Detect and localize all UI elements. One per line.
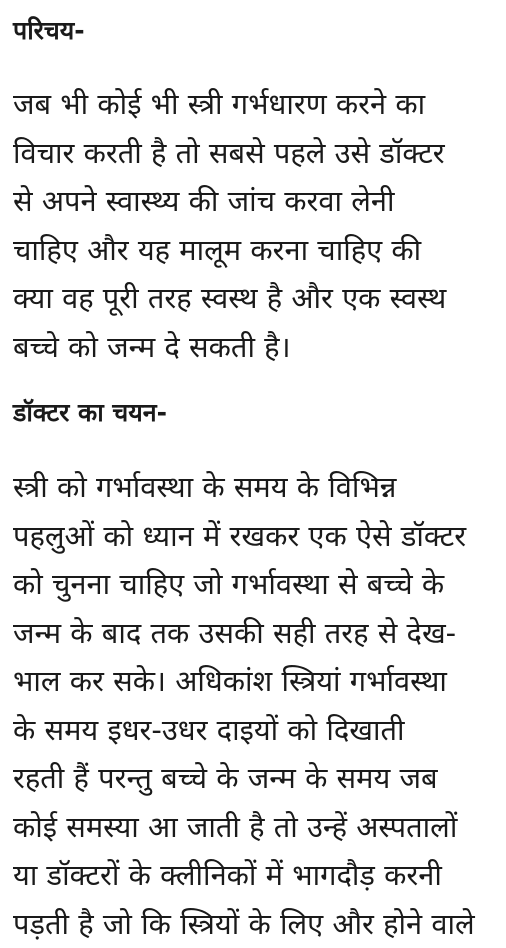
paragraph-line: रहती हैं परन्तु बच्चे के जन्म के समय जब: [13, 754, 500, 803]
paragraph-doctor-selection: [13, 463, 500, 948]
paragraph-line: या डॉक्टरों के क्लीनिकों में भागदौड़ करनी: [13, 851, 500, 900]
paragraph-line: कोई समस्या आ जाती है तो उन्हें अस्पतालों: [13, 803, 500, 852]
paragraph-line: से अपने स्वास्थ्य की जांच करवा लेनी: [13, 177, 500, 226]
paragraph-line: जब भी कोई भी स्त्री गर्भधारण करने का: [13, 80, 500, 129]
paragraph-line: क्या वह पूरी तरह स्वस्थ है और एक स्वस्थ: [13, 274, 500, 323]
paragraph-line: बच्चे को जन्म दे सकती है।: [13, 323, 500, 372]
paragraph-line: पड़ती है जो कि स्त्रियों के लिए और होने वाले: [13, 900, 500, 948]
paragraph-line: स्त्री को गर्भावस्था के समय के विभिन्न: [13, 463, 500, 512]
paragraph-line: के समय इधर-उधर दाइयों को दिखाती: [13, 706, 500, 755]
paragraph-line: चाहिए और यह मालूम करना चाहिए की: [13, 226, 500, 275]
paragraph-line: को चुनना चाहिए जो गर्भावस्था से बच्चे के: [13, 560, 500, 609]
paragraph-line: विचार करती है तो सबसे पहले उसे डॉक्टर: [13, 129, 500, 178]
paragraph-line: भाल कर सके। अधिकांश स्त्रियां गर्भावस्था: [13, 657, 500, 706]
section-heading-introduction: परिचय-: [13, 11, 85, 51]
paragraph-introduction: [13, 80, 500, 371]
paragraph-line: जन्म के बाद तक उसकी सही तरह से देख-: [13, 609, 500, 658]
section-heading-doctor-selection: डॉक्टर का चयन-: [13, 393, 167, 433]
paragraph-line: पहलुओं को ध्यान में रखकर एक ऐसे डॉक्टर: [13, 512, 500, 561]
